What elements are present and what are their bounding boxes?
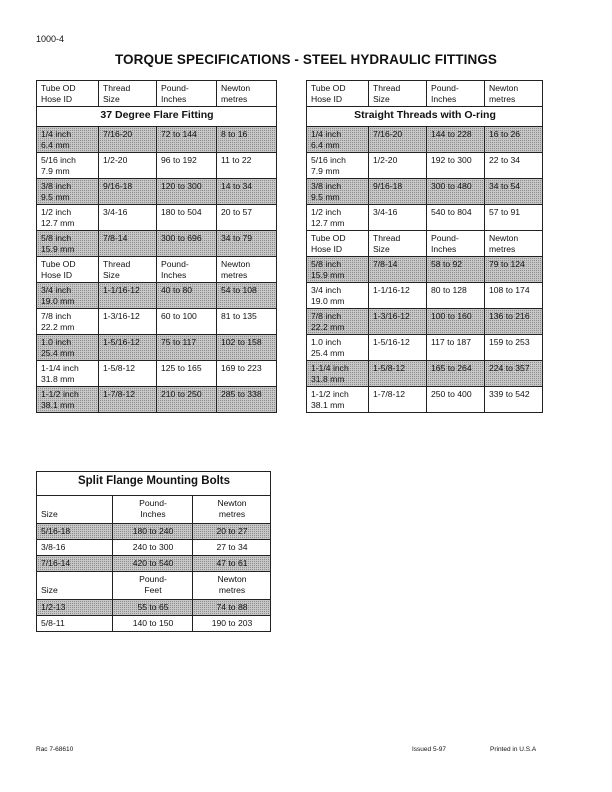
newton-cell: 11 to 22 [217, 153, 277, 179]
table-row [307, 257, 543, 283]
newton-cell: 54 to 108 [217, 283, 277, 309]
table-header-row [37, 257, 277, 283]
thread-cell: 1-5/16-12 [369, 335, 427, 361]
header-cell-line: Tube OD [311, 233, 346, 243]
header-cell-line: Size [41, 509, 58, 519]
header-cell-line: Pound- [139, 498, 167, 508]
size-cell [37, 335, 99, 361]
table-header-row [307, 231, 543, 257]
size-cell-line: 1/4 inch [311, 129, 342, 139]
table-row [37, 283, 277, 309]
section-row [307, 107, 543, 127]
table-row [307, 387, 543, 413]
pound-cell: 250 to 400 [427, 387, 485, 413]
newton-cell: 34 to 79 [217, 231, 277, 257]
size-cell [37, 361, 99, 387]
section-row [37, 107, 277, 127]
thread-cell: 1-5/16-12 [99, 335, 157, 361]
header-cell-line: Newton [221, 259, 251, 269]
size-cell: 1/2-13 [37, 600, 113, 616]
size-cell: 5/8-11 [37, 616, 113, 632]
flare-fitting-table [36, 80, 277, 413]
thread-cell: 7/8-14 [369, 257, 427, 283]
newton-cell: 169 to 223 [217, 361, 277, 387]
header-cell [157, 257, 217, 283]
size-cell-line: 1.0 inch [311, 337, 342, 347]
size-cell-line: 31.8 mm [311, 374, 345, 384]
page-number: 1000-4 [36, 34, 65, 44]
pound-cell: 144 to 228 [427, 127, 485, 153]
section-title: Straight Threads with O-ring [307, 107, 543, 127]
pound-cell: 140 to 150 [113, 616, 193, 632]
thread-cell: 7/16-20 [99, 127, 157, 153]
printed-in: Printed in U.S.A [490, 746, 537, 753]
size-cell [307, 179, 369, 205]
size-cell-line: 12.7 mm [41, 218, 75, 228]
thread-cell: 9/16-18 [369, 179, 427, 205]
thread-cell: 1/2-20 [369, 153, 427, 179]
header-cell-line: metres [218, 585, 246, 595]
header-cell [113, 572, 193, 600]
size-cell-line: 1.0 inch [41, 337, 72, 347]
pound-cell: 300 to 696 [157, 231, 217, 257]
thread-cell: 1-1/16-12 [369, 283, 427, 309]
newton-cell: 47 to 61 [193, 556, 271, 572]
pound-cell: 180 to 504 [157, 205, 217, 231]
header-cell-line: Size [373, 244, 390, 254]
header-cell: Pound- Inches [427, 81, 485, 107]
size-cell [37, 231, 99, 257]
size-cell-line: 1-1/2 inch [311, 389, 349, 399]
size-cell-line: 1/2 inch [311, 207, 342, 217]
size-cell [307, 205, 369, 231]
size-cell [307, 309, 369, 335]
header-cell [99, 257, 157, 283]
thread-cell: 3/4-16 [99, 205, 157, 231]
size-cell-line: 1/2 inch [41, 207, 72, 217]
newton-cell: 34 to 54 [485, 179, 543, 205]
split-flange-body [37, 472, 271, 632]
table-row [37, 153, 277, 179]
header-cell-line: Newton [217, 498, 247, 508]
issued-date: Issued 5-97 [412, 746, 446, 753]
size-cell-line: 9.5 mm [41, 192, 70, 202]
pound-cell: 80 to 128 [427, 283, 485, 309]
header-cell [369, 231, 427, 257]
header-cell-line: Pound- [161, 259, 189, 269]
newton-cell: 108 to 174 [485, 283, 543, 309]
newton-cell: 159 to 253 [485, 335, 543, 361]
table-header-row [37, 81, 277, 107]
size-cell-line: 38.1 mm [41, 400, 75, 410]
table-row [307, 309, 543, 335]
size-cell [307, 335, 369, 361]
pound-cell: 210 to 250 [157, 387, 217, 413]
header-cell [427, 231, 485, 257]
table-row [37, 616, 271, 632]
table-row [37, 205, 277, 231]
pound-cell: 192 to 300 [427, 153, 485, 179]
size-cell [37, 127, 99, 153]
table-row [37, 540, 271, 556]
header-cell: Tube OD Hose ID [307, 81, 369, 107]
o-ring-body [307, 81, 543, 413]
table-row [37, 127, 277, 153]
pound-cell: 96 to 192 [157, 153, 217, 179]
newton-cell: 102 to 158 [217, 335, 277, 361]
table-header-row [307, 81, 543, 107]
size-cell-line: 3/8 inch [41, 181, 72, 191]
pound-cell: 117 to 187 [427, 335, 485, 361]
table-row [307, 127, 543, 153]
size-cell-line: 22.2 mm [41, 322, 75, 332]
header-cell [485, 231, 543, 257]
table-row [307, 335, 543, 361]
size-cell-line: 3/4 inch [41, 285, 72, 295]
table-row [307, 361, 543, 387]
pound-cell: 60 to 100 [157, 309, 217, 335]
size-cell [307, 257, 369, 283]
table-row [37, 524, 271, 540]
pound-cell: 300 to 480 [427, 179, 485, 205]
size-cell-line: 1-1/4 inch [311, 363, 349, 373]
header-cell-line: Newton [489, 233, 519, 243]
table-row [37, 600, 271, 616]
table-row [37, 179, 277, 205]
table-row [37, 335, 277, 361]
size-cell [307, 127, 369, 153]
thread-cell: 1-7/8-12 [99, 387, 157, 413]
newton-cell: 224 to 357 [485, 361, 543, 387]
size-cell-line: 15.9 mm [311, 270, 345, 280]
table-row [307, 283, 543, 309]
pound-cell: 72 to 144 [157, 127, 217, 153]
size-cell-line: 15.9 mm [41, 244, 75, 254]
header-cell: Tube OD Hose ID [37, 81, 99, 107]
size-cell-line: 19.0 mm [311, 296, 345, 306]
size-cell-line: 3/4 inch [311, 285, 342, 295]
thread-cell: 7/16-20 [369, 127, 427, 153]
pound-cell: 55 to 65 [113, 600, 193, 616]
page-title: TORQUE SPECIFICATIONS - STEEL HYDRAULIC FITTINGS [114, 52, 498, 67]
table-row [307, 205, 543, 231]
pound-cell: 240 to 300 [113, 540, 193, 556]
header-cell [37, 257, 99, 283]
size-cell-line: 7.9 mm [311, 166, 340, 176]
header-cell-line: metres [489, 244, 516, 254]
table-row [37, 387, 277, 413]
size-cell [37, 309, 99, 335]
header-cell-line: Pound- [139, 574, 167, 584]
size-cell [307, 387, 369, 413]
size-cell [37, 387, 99, 413]
newton-cell: 27 to 34 [193, 540, 271, 556]
header-cell [193, 496, 271, 524]
size-cell [307, 283, 369, 309]
header-cell-line: metres [221, 270, 248, 280]
header-cell-line: Thread [103, 259, 131, 269]
size-cell-line: 1/4 inch [41, 129, 72, 139]
thread-cell: 1-3/16-12 [369, 309, 427, 335]
size-cell [37, 153, 99, 179]
thread-cell: 9/16-18 [99, 179, 157, 205]
newton-cell: 74 to 88 [193, 600, 271, 616]
header-cell-line: Size [41, 585, 58, 595]
header-cell [113, 496, 193, 524]
header-cell-line: Size [103, 270, 120, 280]
header-cell-line: metres [218, 509, 246, 519]
size-cell-line: 1-1/4 inch [41, 363, 79, 373]
size-cell-line: 5/8 inch [311, 259, 342, 269]
table-row [37, 361, 277, 387]
size-cell-line: 25.4 mm [311, 348, 345, 358]
size-cell-line: 9.5 mm [311, 192, 340, 202]
thread-cell: 3/4-16 [369, 205, 427, 231]
pound-cell: 540 to 804 [427, 205, 485, 231]
o-ring-table [306, 80, 543, 413]
newton-cell: 20 to 57 [217, 205, 277, 231]
header-cell: Newton metres [217, 81, 277, 107]
size-cell-line: 31.8 mm [41, 374, 75, 384]
newton-cell: 285 to 338 [217, 387, 277, 413]
pound-cell: 125 to 165 [157, 361, 217, 387]
size-cell-line: 5/8 inch [41, 233, 72, 243]
thread-cell: 1-5/8-12 [99, 361, 157, 387]
newton-cell: 8 to 16 [217, 127, 277, 153]
doc-number: Rac 7-68610 [36, 746, 74, 753]
size-cell [37, 205, 99, 231]
size-cell-line: 6.4 mm [41, 140, 70, 150]
pound-cell: 180 to 240 [113, 524, 193, 540]
header-cell [37, 572, 113, 600]
thread-cell: 1-7/8-12 [369, 387, 427, 413]
size-cell-line: 5/16 inch [311, 155, 346, 165]
table-row [37, 309, 277, 335]
size-cell: 7/16-14 [37, 556, 113, 572]
header-cell: Thread Size [369, 81, 427, 107]
header-cell: Pound- Inches [157, 81, 217, 107]
newton-cell: 81 to 135 [217, 309, 277, 335]
size-cell-line: 19.0 mm [41, 296, 75, 306]
newton-cell: 20 to 27 [193, 524, 271, 540]
header-cell-line: Newton [217, 574, 247, 584]
header-cell [217, 257, 277, 283]
size-cell [37, 179, 99, 205]
thread-cell: 1/2-20 [99, 153, 157, 179]
size-cell-line: 7/8 inch [41, 311, 72, 321]
size-cell-line: 25.4 mm [41, 348, 75, 358]
newton-cell: 339 to 542 [485, 387, 543, 413]
newton-cell: 190 to 203 [193, 616, 271, 632]
header-cell-line: Hose ID [41, 270, 73, 280]
pound-cell: 58 to 92 [427, 257, 485, 283]
table-row [37, 231, 277, 257]
header-cell-line: Pound- [431, 233, 459, 243]
pound-cell: 75 to 117 [157, 335, 217, 361]
size-cell-line: 3/8 inch [311, 181, 342, 191]
split-flange-table [36, 471, 271, 632]
size-cell-line: 12.7 mm [311, 218, 345, 228]
newton-cell: 16 to 26 [485, 127, 543, 153]
header-cell-line: Inches [431, 244, 457, 254]
table-header-row [37, 572, 271, 600]
table-header-row [37, 496, 271, 524]
size-cell-line: 6.4 mm [311, 140, 340, 150]
size-cell [307, 153, 369, 179]
size-cell-line: 1-1/2 inch [41, 389, 79, 399]
size-cell-line: 5/16 inch [41, 155, 76, 165]
header-cell [37, 496, 113, 524]
pound-cell: 40 to 80 [157, 283, 217, 309]
size-cell-line: 7/8 inch [311, 311, 342, 321]
header-cell-line: Thread [373, 233, 401, 243]
pound-cell: 165 to 264 [427, 361, 485, 387]
header-cell [193, 572, 271, 600]
header-cell-line: Inches [161, 270, 187, 280]
thread-cell: 1-5/8-12 [369, 361, 427, 387]
section-row [37, 472, 271, 496]
thread-cell: 7/8-14 [99, 231, 157, 257]
size-cell [307, 361, 369, 387]
header-cell-line: Inches [140, 509, 166, 519]
header-cell [307, 231, 369, 257]
size-cell-line: 22.2 mm [311, 322, 345, 332]
table-row [307, 179, 543, 205]
newton-cell: 79 to 124 [485, 257, 543, 283]
header-cell-line: Feet [144, 585, 162, 595]
header-cell-line: Hose ID [311, 244, 343, 254]
size-cell [37, 283, 99, 309]
size-cell: 5/16-18 [37, 524, 113, 540]
size-cell: 3/8-16 [37, 540, 113, 556]
thread-cell: 1-1/16-12 [99, 283, 157, 309]
pound-cell: 120 to 300 [157, 179, 217, 205]
header-cell: Thread Size [99, 81, 157, 107]
thread-cell: 1-3/16-12 [99, 309, 157, 335]
newton-cell: 14 to 34 [217, 179, 277, 205]
header-cell-line: Tube OD [41, 259, 76, 269]
size-cell-line: 38.1 mm [311, 400, 345, 410]
newton-cell: 136 to 216 [485, 309, 543, 335]
table-row [37, 556, 271, 572]
flare-fitting-body [37, 81, 277, 413]
newton-cell: 57 to 91 [485, 205, 543, 231]
newton-cell: 22 to 34 [485, 153, 543, 179]
header-cell: Newton metres [485, 81, 543, 107]
table-row [307, 153, 543, 179]
pound-cell: 420 to 540 [113, 556, 193, 572]
pound-cell: 100 to 160 [427, 309, 485, 335]
section-title: 37 Degree Flare Fitting [37, 107, 277, 127]
section-title: Split Flange Mounting Bolts [37, 472, 271, 496]
size-cell-line: 7.9 mm [41, 166, 70, 176]
